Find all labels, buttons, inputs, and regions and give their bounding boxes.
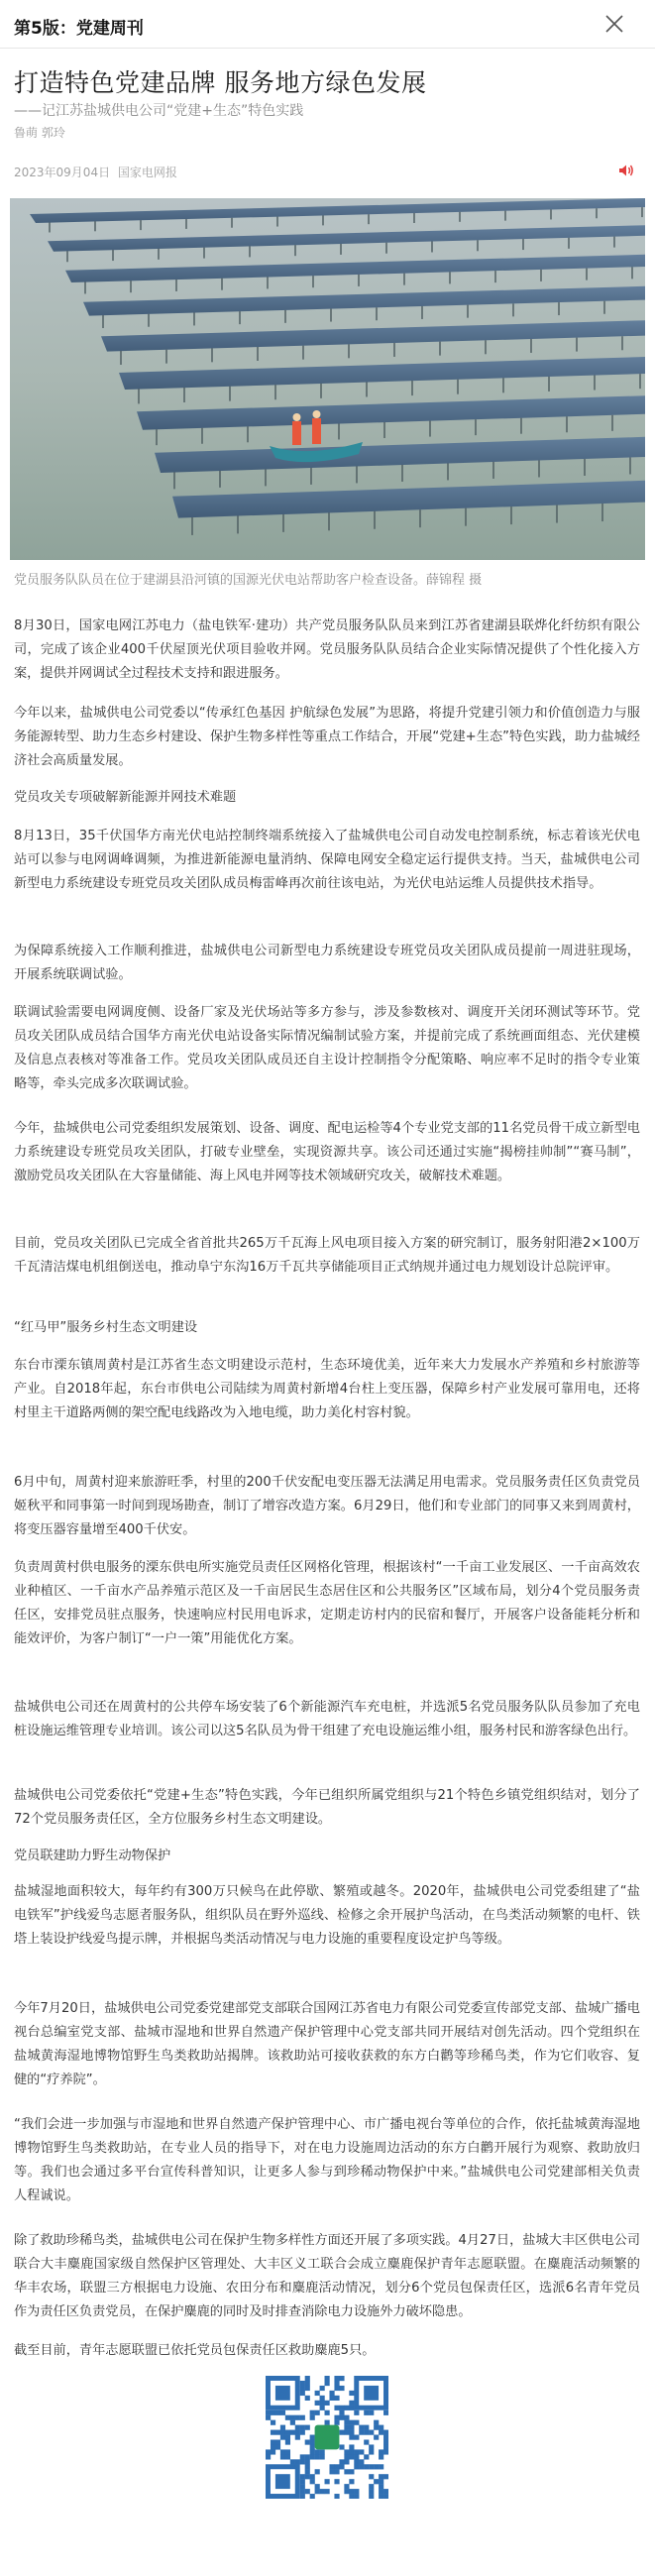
paragraph: 盐城供电公司党委依托“党建+生态”特色实践，今年已组织所属党组织与21个特色乡镇党组织结对，划分了72个党员服务责任区，全方位服务乡村生态文明建设。	[14, 1788, 640, 1827]
paragraph: 今年以来，盐城供电公司党委以“传承红色基因 护航绿色发展”为思路，将提升党建引领力和价值创造力与服务能源转型、助力生态乡村建设、保护生物多样性等重点工作结合，开展“党建+生态”特色实践，助力盐城经济社会高质量发展。	[14, 706, 640, 768]
article-meta	[14, 164, 177, 180]
paragraph: 今年7月20日，盐城供电公司党委党建部党支部联合国网江苏省电力有限公司党委宣传部党支部、盐城广播电视台总编室党支部、盐城市湿地和世界自然遗产保护管理中心党支部共同开展结对创先活动。四个党组织在盐城黄海湿地博物馆野生鸟类救助站揭牌。该救助站可接收获救的东方白鹳等珍稀鸟类，作为它们收容、复健的“疗养院”。	[14, 2001, 640, 2087]
article-title: 打造特色党建品牌 服务地方绿色发展	[14, 68, 427, 97]
paragraph: 盐城湿地面积较大，每年约有300万只候鸟在此停歇、繁殖或越冬。2020年，盐城供电公司党委组建了“盐电铁军”护线爱鸟志愿者服务队，组织队员在野外巡线、检修之余开展护鸟活动，在鸟类活动频繁的电杆、铁塔上装设护线爱鸟提示牌，并根据鸟类活动情况与电力设施的重要程度设定护鸟等级。	[14, 1884, 640, 1947]
header-divider	[0, 48, 655, 49]
section-heading: “红马甲”服务乡村生态文明建设	[14, 1320, 198, 1335]
paragraph: 8月30日，国家电网江苏电力（盐电铁军·建功）共产党员服务队队员来到江苏省建湖县联烨化纤纺织有限公司，完成了该企业400千伏屋顶光伏项目验收并网。党员服务队队员结合企业实际情况提供了个性化接入方案，提供并网调试全过程技术支持和跟进服务。	[14, 618, 640, 681]
header-bar	[0, 0, 655, 50]
photo-caption: 党员服务队队员在位于建湖县沿河镇的国源光伏电站帮助客户检查设备。薛锦程 摄	[14, 573, 483, 588]
paragraph: 负责周黄村供电服务的溧东供电所实施党员责任区网格化管理，根据该村“一千亩工业发展区、一千亩高效农业种植区、一千亩水产品养殖示范区及一千亩居民生态居住区和公共服务区”区域布局，划分4个党员服务责任区，安排党员驻点服务，快速响应村民用电诉求，定期走访村内的民宿和餐厅，开展客户设备能耗分析和能效评价，为客户制订“一户一策”用能优化方案。	[14, 1560, 640, 1646]
section-heading: 党员攻关专项破解新能源并网技术难题	[14, 790, 237, 805]
paragraph: “我们会进一步加强与市湿地和世界自然遗产保护管理中心、市广播电视台等单位的合作，依托盐城黄海湿地博物馆野生鸟类救助站，在专业人员的指导下，对在电力设施周边活动的东方白鹳开展行为观察、救助放归等。我们也会通过多平台宣传科普知识，让更多人参与到珍稀动物保护中来。”盐城供电公司党建部相关负责人程诚说。	[14, 2117, 640, 2203]
paragraph: 截至目前，青年志愿联盟已依托党员包保责任区救助麋鹿5只。	[14, 2343, 376, 2358]
paragraph: 东台市溧东镇周黄村是江苏省生态文明建设示范村，生态环境优美，近年来大力发展水产养殖和乡村旅游等产业。自2018年起，东台市供电公司陆续为周黄村新增4台柱上变压器，保障乡村产业发展可靠用电，还将村里主干道路两侧的架空配电线路改为入地电缆，助力美化村容村貌。	[14, 1358, 640, 1420]
paragraph: 6月中旬，周黄村迎来旅游旺季，村里的200千伏安配电变压器无法满足用电需求。党员服务责任区负责党员姬秋平和同事第一时间到现场勘查，制订了增容改造方案。6月29日，他们和专业部门的同事又来到周黄村，将变压器容量增至400千伏安。	[14, 1475, 640, 1537]
article-date: 2023年09月04日	[14, 166, 111, 179]
paragraph: 为保障系统接入工作顺利推进，盐城供电公司新型电力系统建设专班党员攻关团队成员提前一周进驻现场，开展系统联调试验。	[14, 944, 640, 982]
close-icon[interactable]	[602, 12, 626, 36]
paragraph: 盐城供电公司还在周黄村的公共停车场安装了6个新能源汽车充电桩，并选派5名党员服务队队员参加了充电桩设施运维管理专业培训。该公司以这5名队员为骨干组建了充电设施运维小组，服务村民和游客绿色出行。	[14, 1700, 640, 1738]
section-heading: 党员联建助力野生动物保护	[14, 1848, 171, 1863]
audio-play-icon[interactable]	[616, 161, 636, 180]
article-subtitle: ——记江苏盐城供电公司“党建+生态”特色实践	[14, 103, 304, 119]
article-photo	[10, 198, 645, 560]
paragraph: 除了救助珍稀鸟类，盐城供电公司在保护生物多样性方面还开展了多项实践。4月27日，盐城大丰区供电公司联合大丰麋鹿国家级自然保护区管理处、大丰区义工联合会成立麋鹿保护青年志愿联盟。在麋鹿活动频繁的华丰农场，联盟三方根据电力设施、农田分布和麋鹿活动情况，划分6个党员包保责任区，选派6名青年党员作为责任区负责党员，在保护麋鹿的同时及时排查消除电力设施外力破坏隐患。	[14, 2233, 640, 2319]
qr-code	[266, 2376, 388, 2499]
article-authors: 鲁萌 郭玲	[14, 126, 65, 140]
paragraph: 今年，盐城供电公司党委组织发展策划、设备、调度、配电运检等4个专业党支部的11名党员骨干成立新型电力系统建设专班党员攻关团队，打破专业壁垒，实现资源共享。该公司还通过实施“揭榜挂帅制”“赛马制”，激励党员攻关团队在大容量储能、海上风电并网等技术领域研究攻关，破解技术难题。	[14, 1121, 640, 1183]
paragraph: 目前，党员攻关团队已完成全省首批共265万千瓦海上风电项目接入方案的研究制订，服务射阳港2×100万千瓦清洁煤电机组倒送电，推动阜宁东沟16万千瓦共享储能项目正式纳规并通过电力规划设计总院评审。	[14, 1236, 640, 1275]
page-section-title: 第5版：党建周刊	[14, 19, 144, 39]
article-source: 国家电网报	[117, 166, 177, 179]
paragraph: 8月13日，35千伏国华方南光伏电站控制终端系统接入了盐城供电公司自动发电控制系统，标志着该光伏电站可以参与电网调峰调频，为推进新能源电量消纳、保障电网安全稳定运行提供支持。当天，盐城供电公司新型电力系统建设专班党员攻关团队成员梅雷峰再次前往该电站，为光伏电站运维人员提供技术指导。	[14, 829, 640, 891]
paragraph: 联调试验需要电网调度侧、设备厂家及光伏场站等多方参与，涉及参数核对、调度开关闭环测试等环节。党员攻关团队成员结合国华方南光伏电站设备实际情况编制试验方案，并提前完成了系统画面组态、光伏建模及信息点表核对等准备工作。党员攻关团队成员还自主设计控制指令分配策略、响应率不足时的指令专业策略等，牵头完成多次联调试验。	[14, 1005, 640, 1091]
